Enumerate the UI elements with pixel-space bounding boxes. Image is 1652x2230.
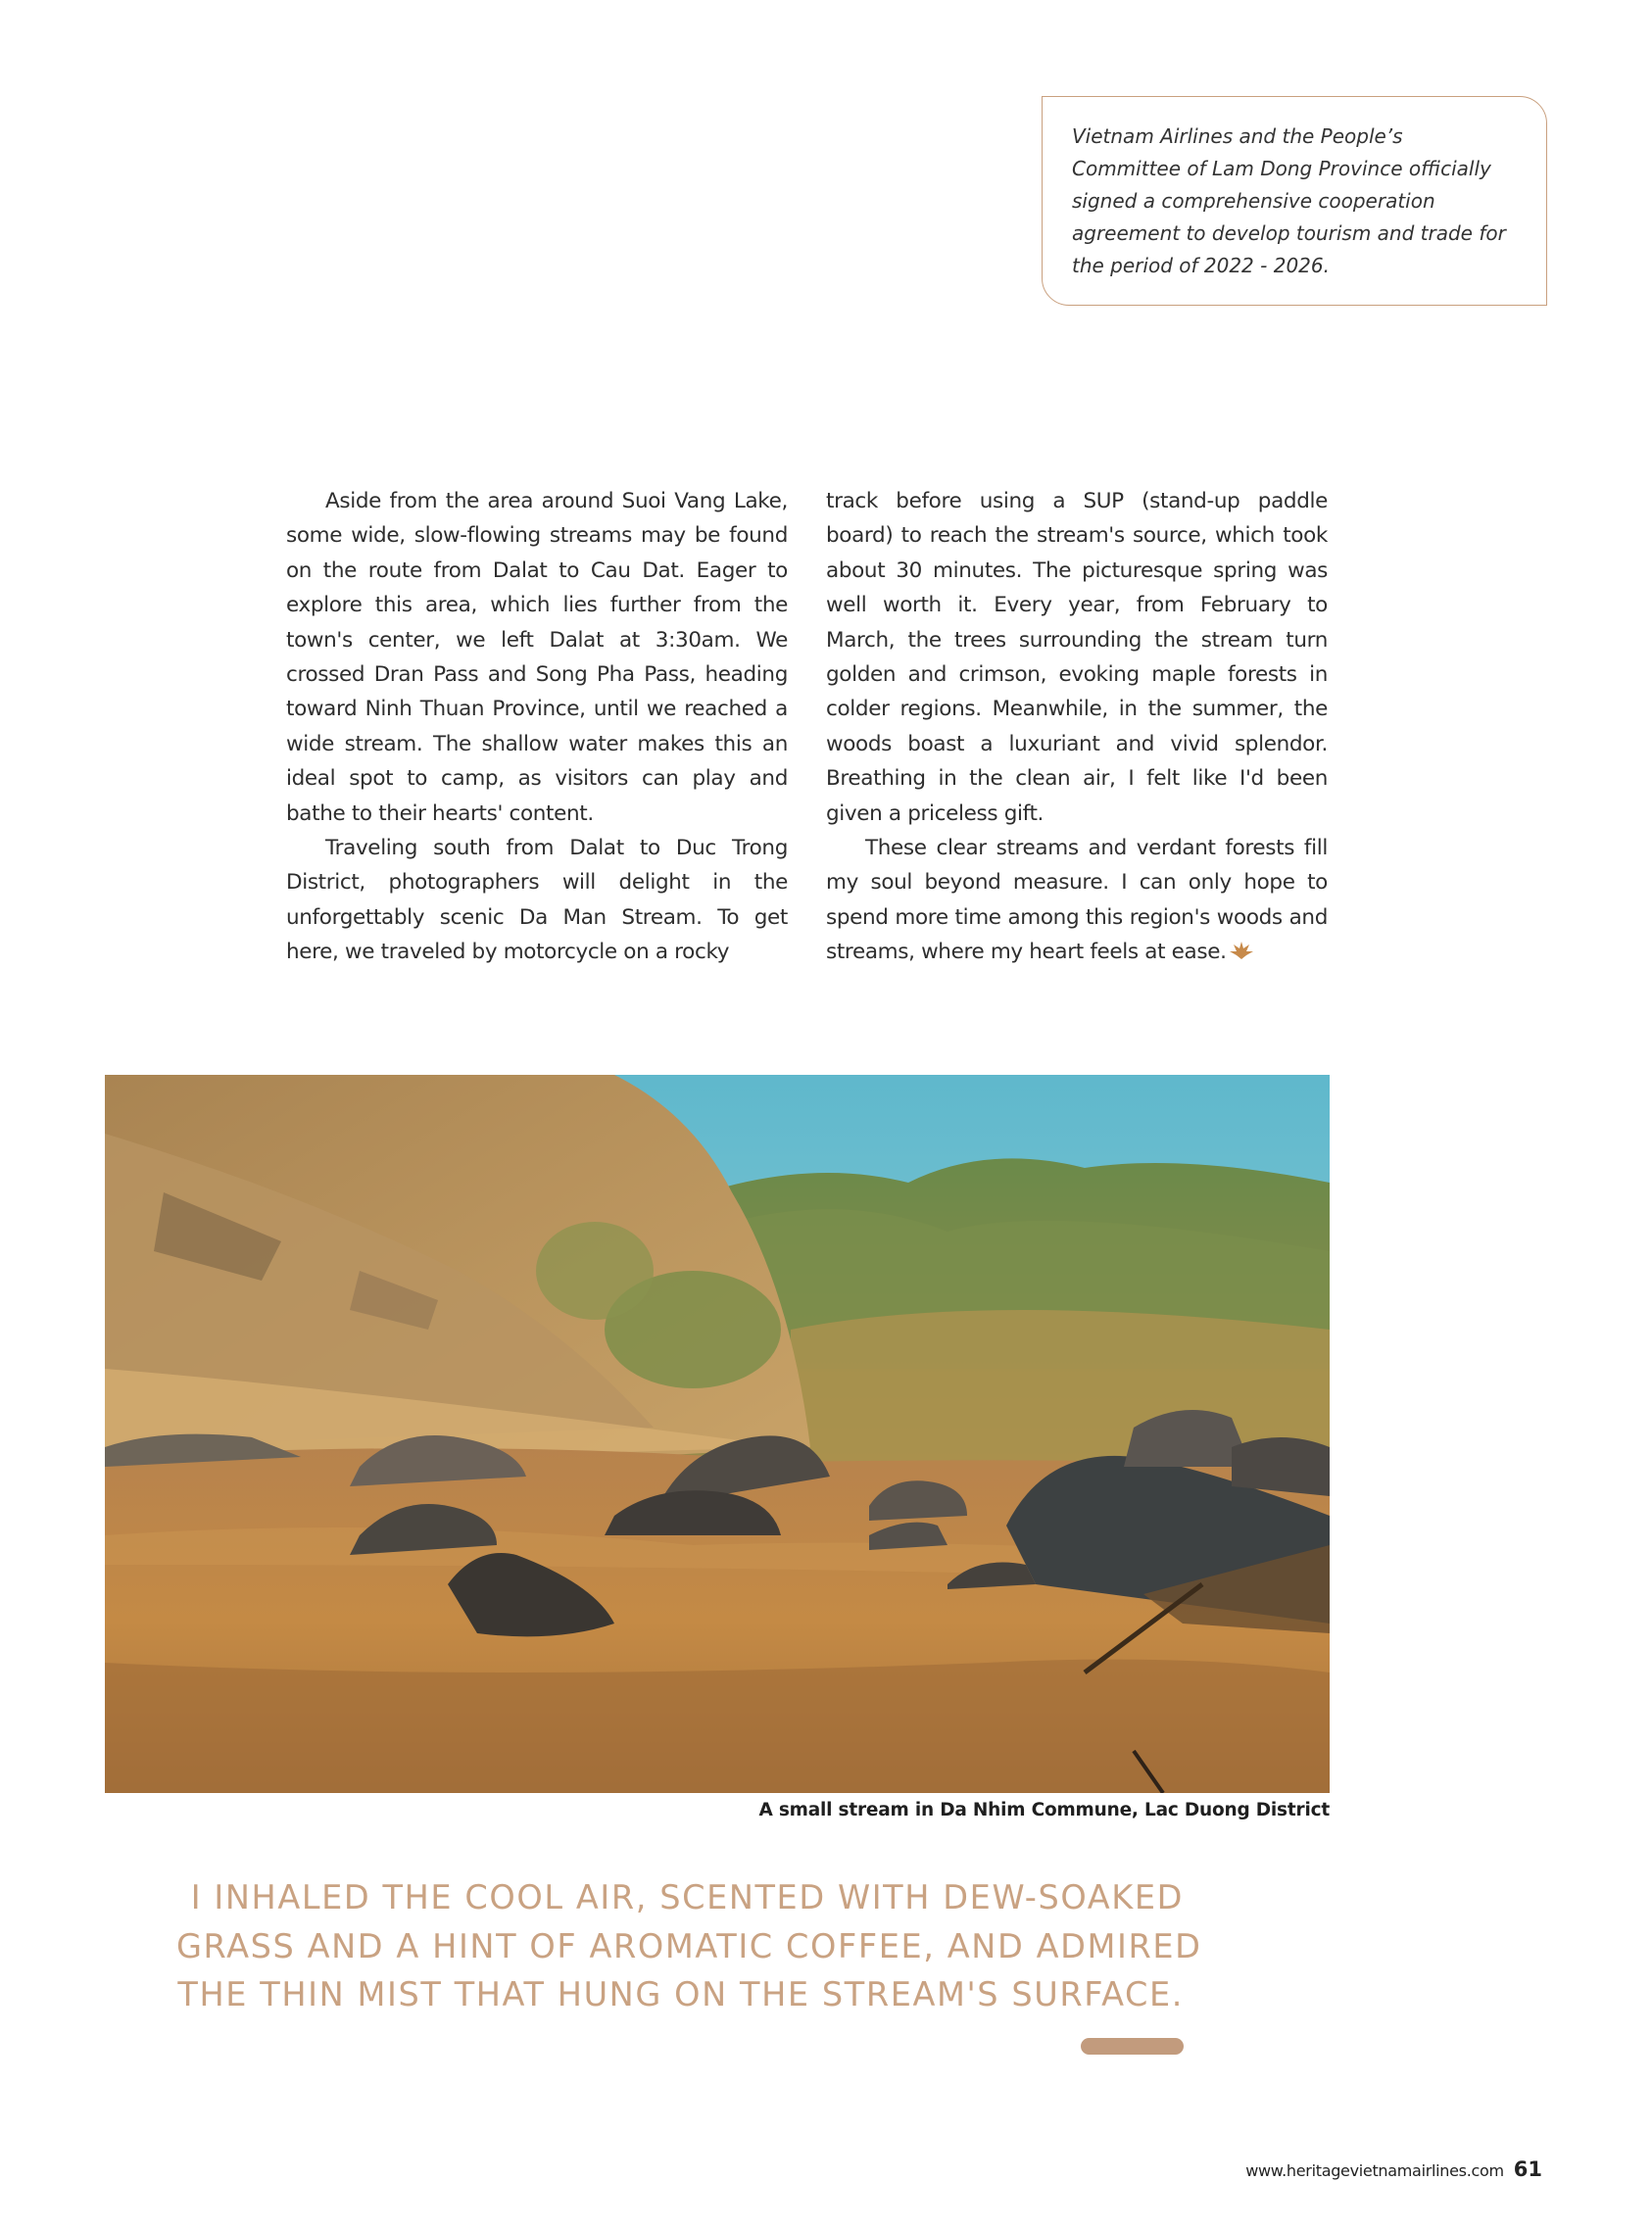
- callout-box: [1042, 96, 1547, 306]
- leaf-icon: [1229, 941, 1254, 960]
- paragraph: Traveling south from Dalat to Duc Trong District, photographers will delight in the unforgettably scenic Da Man Stream. To get here, we traveled by motorcycle on a rocky: [286, 836, 788, 965]
- paragraph: Aside from the area around Suoi Vang Lake, some wide, slow-flowing streams may be found on the route from Dalat to Cau Dat. Eager to explore this area, which lies further from the town's center, we left Dalat at 3:30am. We crossed Dran Pass and Song Pha Pass, heading toward Ninh Thuan Province, until we reached a wide stream. The shallow water makes this an ideal spot to camp, as visitors can play and bathe to their hearts' content.: [286, 489, 788, 826]
- page-footer: [1245, 2157, 1542, 2181]
- stream-photo: [105, 1075, 1330, 1793]
- paragraph: track before using a SUP (stand-up paddle board) to reach the stream's source, which took about 30 minutes. The picturesque spring was well worth it. Every year, from February to March, the trees surrounding the stream turn golden and crimson, evoking maple forests in colder regions. Meanwhile, in the summer, the woods boast a luxuriant and vivid splendor. Breathing in the clean air, I felt like I'd been given a priceless gift.: [826, 489, 1328, 826]
- stream-landscape-image: [105, 1075, 1330, 1793]
- quote-accent-bar: [1081, 2038, 1184, 2055]
- pull-quote: [176, 1873, 1202, 2019]
- article-column-1: [286, 484, 788, 970]
- pull-quote-line: I INHALED THE COOL AIR, SCENTED WITH DEW-SOAKED: [190, 1878, 1184, 1916]
- website-url: www.heritagevietnamairlines.com: [1245, 2161, 1504, 2180]
- callout-text: Vietnam Airlines and the People’s Committee of Lam Dong Province officially signed a comprehensive cooperation agreement to develop tourism and trade for the period of 2022 - 2026.: [1072, 124, 1506, 277]
- article-column-2: [826, 484, 1328, 970]
- paragraph-text: These clear streams and verdant forests fill my soul beyond measure. I can only hope to spend more time among this region's woods and streams, where my heart feels at ease.: [826, 836, 1328, 965]
- page-number: 61: [1513, 2157, 1542, 2181]
- pull-quote-line: GRASS AND A HINT OF AROMATIC COFFEE, AND ADMIRED: [176, 1926, 1202, 1965]
- photo-caption: A small stream in Da Nhim Commune, Lac Duong District: [758, 1800, 1330, 1820]
- paragraph-last: [826, 831, 1328, 970]
- pull-quote-line: THE THIN MIST THAT HUNG ON THE STREAM'S SURFACE.: [177, 1975, 1184, 2013]
